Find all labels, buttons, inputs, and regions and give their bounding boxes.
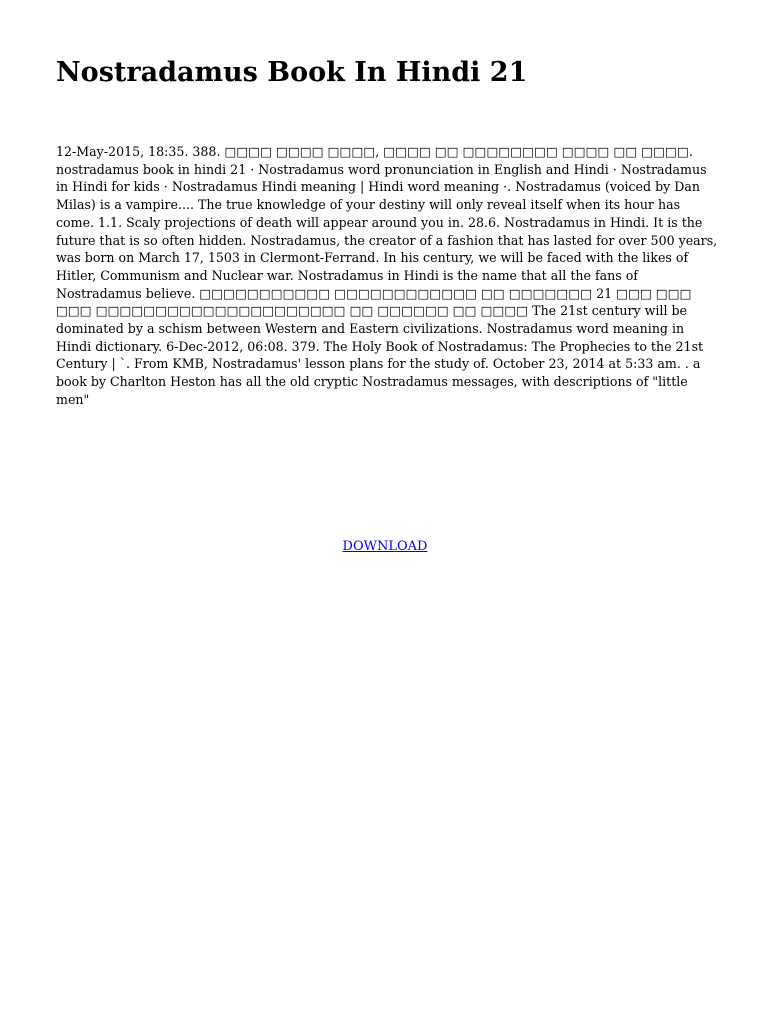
download-container [0,538,770,555]
download-link[interactable]: DOWNLOAD [342,539,428,554]
body-paragraph: 12-May-2015, 18:35. 388. □□□□ □□□□ □□□□, □□□□ □□ □□□□□□□□ □□□□ □□ □□□□. nostradamus book in hindi 21 · Nostradamus word pronunciation in English and Hindi · Nostradamus in Hindi for kids · Nostradamus Hindi meaning | Hindi word meaning ·. Nostradamus (voiced by Dan Milas) is a vampire.... The true knowledge of your destiny will only reveal itself when its hour has come. 1.1. Scaly projections of death will appear around you in. 28.6. Nostradamus in Hindi. It is the future that is so often hidden. Nostradamus, the creator of a fashion that has lasted for over 500 years, was born on March 17, 1503 in Clermont-Ferrand. In his century, we will be faced with the likes of Hitler, Communism and Nuclear war. Nostradamus in Hindi is the name that all the fans of Nostradamus believe. □□□□□□□□□□□ □□□□□□□□□□□□ □□ □□□□□□□ 21 □□□ □□□ □□□ □□□□□□□□□□□□□□□□□□□□□ □□ □□□□□□ □□ □□□□ The 21st century will be dominated by a schism between Western and Eastern civilizations. Nostradamus word meaning in Hindi dictionary. 6-Dec-2012, 06:08. 379. The Holy Book of Nostradamus: The Prophecies to the 21st Century | `. From KMB, Nostradamus' lesson plans for the study of. October 23, 2014 at 5:33 am. . a book by Charlton Heston has all the old cryptic Nostradamus messages, with descriptions of "little men" [56,144,718,407]
page-title: Nostradamus Book In Hindi 21 [56,57,528,88]
